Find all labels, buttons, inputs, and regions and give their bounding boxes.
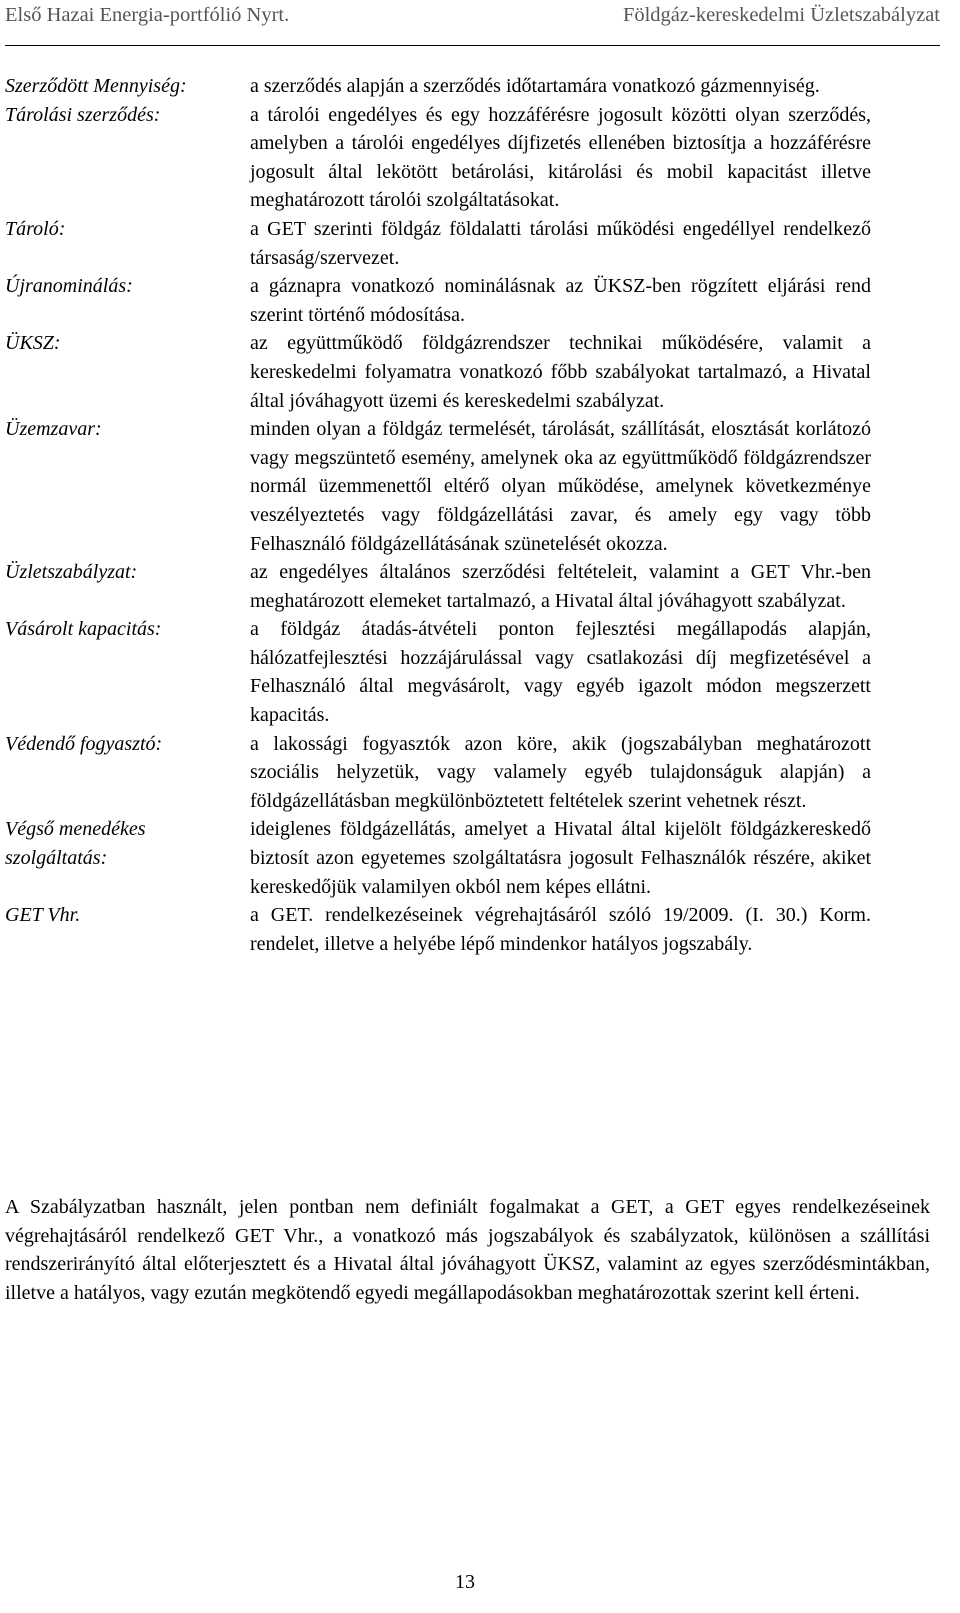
definitions-list <box>5 72 930 958</box>
definition-entry <box>5 415 930 558</box>
definition-entry <box>5 615 930 729</box>
definition-entry <box>5 730 930 816</box>
definition-term: Szerződött Mennyiség: <box>5 75 187 97</box>
definition-text: ideiglenes földgázellátás, amelyet a Hivatal által kijelölt földgázkereskedő biztosít azon egyetemes szolgáltatásra jogosult Felhasználók részére, akiket kereskedőjük valamilyen okból nem képes ellátni. <box>250 818 871 898</box>
definition-term: Üzletszabályzat: <box>5 561 138 584</box>
body-paragraph: A Szabályzatban használt, jelen pontban nem definiált fogalmakat a GET, a GET egyes rendelkezéseinek végrehajtásáról rendelkező GET Vhr., a vonatkozó más jogszabályok és szabályzatok, különösen a szállítási rendszerirányító által előterjesztett és a Hivatal által jóváhagyott ÜKSZ, valamint az egyes szerződésmintákban, illetve a hatályos, vagy ezután megkötendő egyedi megállapodásokban meghatározottak szerint kell érteni. <box>5 1196 930 1304</box>
definition-term: Védendő fogyasztó: <box>5 732 163 755</box>
definition-text: a gáznapra vonatkozó nominálásnak az ÜKSZ-ben rögzített eljárási rend szerint történő módosítása. <box>250 275 871 326</box>
definition-term: Vásárolt kapacitás: <box>5 618 162 641</box>
definition-text: a GET. rendelkezéseinek végrehajtásáról szóló 19/2009. (I. 30.) Korm. rendelet, illetve a helyébe lépő mindenkor hatályos jogszabály. <box>250 904 871 955</box>
page-header <box>5 0 940 40</box>
definition-text: minden olyan a földgáz termelését, tárolását, szállítását, elosztását korlátozó vagy megszüntető esemény, amelynek oka az együttműködő földgázrendszer normál üzemmenettől eltérő olyan működése, amelynek következménye veszélyeztetés vagy földgázellátási zavar, és amely egy vagy több Felhasználó földgázellátásának szünetelését okozza. <box>250 418 871 555</box>
definition-text: a tárolói engedélyes és egy hozzáférésre jogosult közötti olyan szerződés, amelyben a tárolói engedélyes díjfizetés ellenében biztosítja a hozzáférésre jogosult által lekötött betárolási, kitárolási és mobil kapacitást illetve meghatározott tárolói szolgáltatásokat. <box>250 103 871 212</box>
definition-text: a szerződés alapján a szerződés időtartamára vonatkozó gázmennyiség. <box>250 75 820 97</box>
definition-text: a földgáz átadás-átvételi ponton fejlesztési megállapodás alapján, hálózatfejlesztési hozzájárulással vagy csatlakozási díj megfizetésével a Felhasználó által megvásárolt, vagy egyéb igazolt módon megszerzett kapacitás. <box>250 618 871 727</box>
header-document-title: Földgáz-kereskedelmi Üzletszabályzat <box>622 4 940 26</box>
definition-entry <box>5 101 930 215</box>
definition-term: ÜKSZ: <box>5 332 61 355</box>
definition-term: GET Vhr. <box>5 904 81 927</box>
definition-entry <box>5 272 930 329</box>
definition-entry <box>5 215 930 272</box>
definition-text: a GET szerinti földgáz földalatti tárolási működési engedéllyel rendelkező társaság/szervezet. <box>250 217 871 269</box>
definition-term: Üzemzavar: <box>5 418 102 441</box>
definition-entry <box>5 815 930 901</box>
definition-entry <box>5 901 930 958</box>
definition-term: Tároló: <box>5 217 66 240</box>
definition-text: az együttműködő földgázrendszer technikai működésére, valamit a kereskedelmi folyamatra vonatkozó főbb szabályokat tartalmazó, a Hivatal által jóváhagyott üzemi és kereskedelmi szabályzat. <box>250 332 871 412</box>
definition-entry <box>5 558 930 615</box>
definition-term: Újranominálás: <box>5 275 133 298</box>
definition-text: az engedélyes általános szerződési feltételeit, valamint a GET Vhr.-ben meghatározott elemeket tartalmazó, a Hivatal által jóváhagyott szabályzat. <box>250 561 871 612</box>
definition-term: Végső menedékes szolgáltatás: <box>5 818 146 870</box>
definition-entry <box>5 72 930 101</box>
definition-term: Tárolási szerződés: <box>5 103 161 126</box>
definition-text: a lakossági fogyasztók azon köre, akik (jogszabályban meghatározott szociális helyzetük, vagy valamely egyéb tulajdonságuk alapján) a földgázellátásban megkülönböztetett feltételek szerint vehetnek részt. <box>250 732 871 812</box>
header-company: Első Hazai Energia-portfólió Nyrt. <box>5 4 290 26</box>
page-number: 13 <box>455 1571 475 1593</box>
header-rule <box>5 45 940 46</box>
definition-entry <box>5 329 930 415</box>
